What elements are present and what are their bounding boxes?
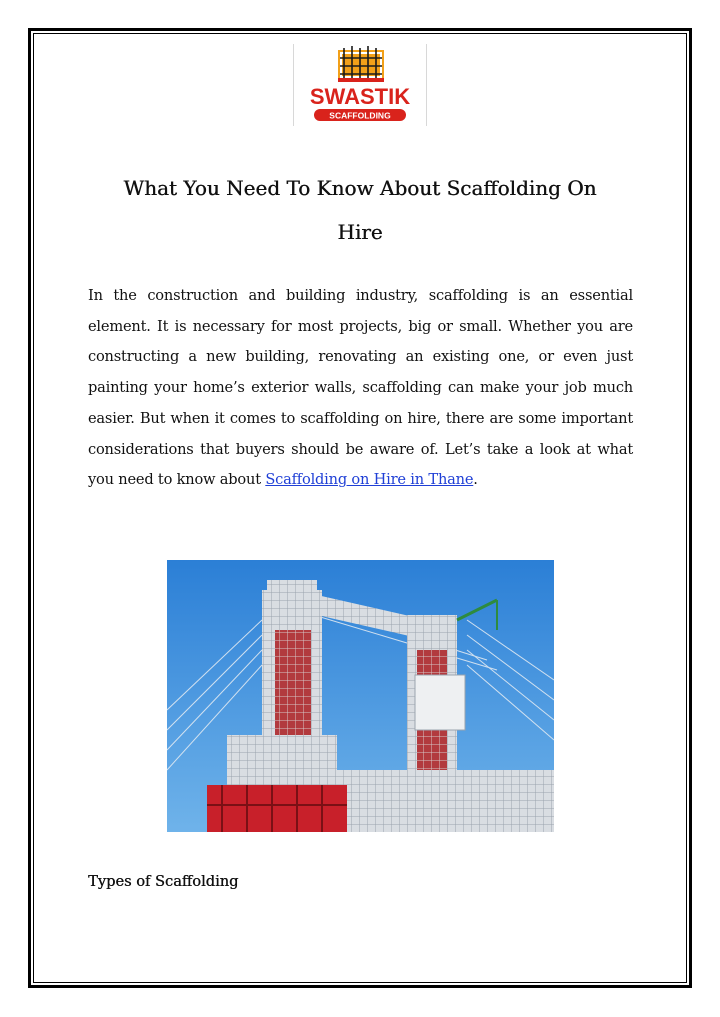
scaffolding-photo-graphic [167,560,554,832]
paragraph-period: . [473,471,478,489]
scaffold-frame-icon [338,46,384,82]
article-title [90,166,630,254]
intro-paragraph [88,281,633,496]
scaffolding-tower-photo [167,560,554,832]
scaffolding-hire-thane-link[interactable]: Scaffolding on Hire in Thane [265,471,474,489]
logo-tagline: SCAFFOLDING [329,110,391,121]
swastik-logo [293,44,427,126]
logo-graphic [294,44,426,126]
intro-paragraph-text: In the construction and building industry, scaffolding is an essential element. It is necessary for most projects, big or small. Whether you are constructing a new building, renovating an existing one, or even just painting your home’s exterior walls, scaffolding can make your job much easier. But when it comes to scaffolding on hire, there are some important considerations that buyers should be aware of. Let’s take a look at what you need to know about [88,287,633,489]
logo-brand-text: SWASTIK [309,84,411,109]
section-subheading: Types of Scaffolding [88,873,239,890]
title-line-2: Hire [337,220,383,244]
title-line-1: What You Need To Know About Scaffolding On [123,176,597,200]
